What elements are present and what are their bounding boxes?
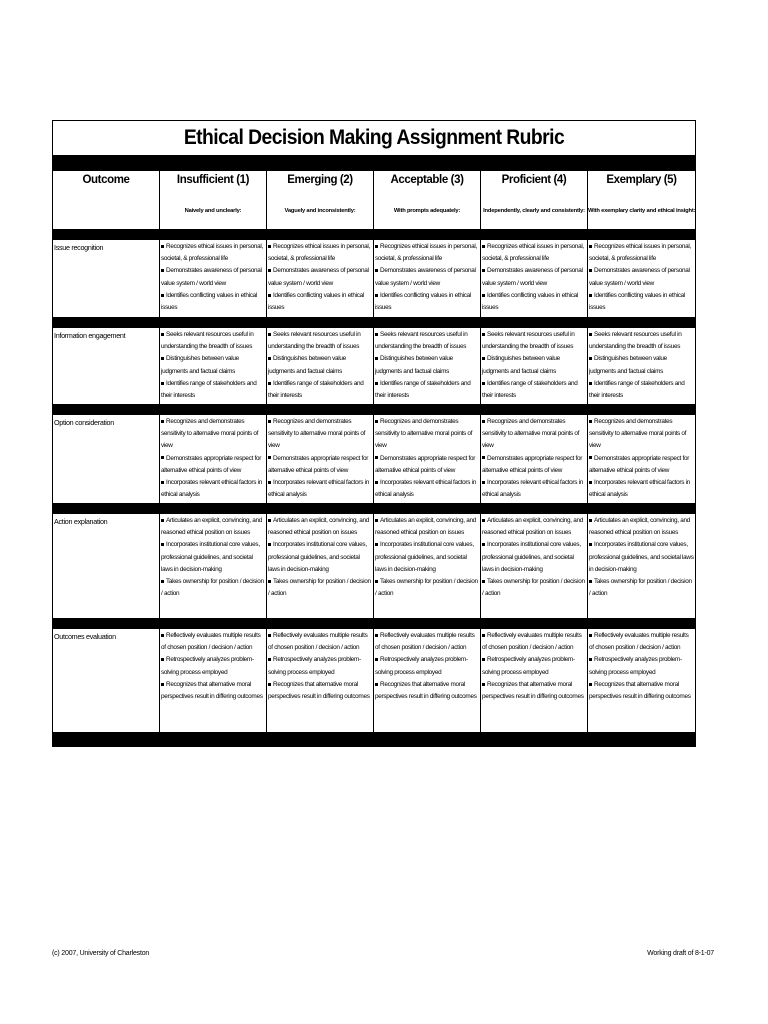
criterion-item (482, 576, 586, 600)
criterion-item (589, 654, 694, 678)
level-label: Proficient (4) (501, 174, 567, 186)
criterion-text: Incorporates institutional core values, professional guidelines, and societal laws in decision-making (375, 541, 474, 573)
criterion-text: Identifies conflicting values in ethical issues (268, 291, 365, 312)
criterion-item (161, 539, 265, 576)
level-label: Acceptable (3) (390, 174, 464, 186)
criterion-item (161, 416, 265, 453)
criterion-text: Reflectively evaluates multiple results of chosen position / decision / action (589, 632, 689, 652)
bullet-icon (589, 481, 592, 484)
criterion-text: Recognizes and demonstrates sensitivity to alternative moral points of view (161, 418, 259, 450)
row-separator (53, 404, 695, 415)
bullet-icon (375, 683, 378, 686)
criterion-text: Incorporates relevant ethical factors in ethical analysis (589, 479, 690, 499)
criterion-item (161, 290, 265, 314)
row-separator (53, 229, 695, 240)
bullet-icon (268, 294, 271, 297)
bullet-icon (375, 519, 378, 522)
bullet-icon (268, 519, 271, 522)
level-description: Independently, clearly and consistently: (483, 208, 585, 214)
criterion-item (375, 576, 479, 600)
bullet-icon (482, 269, 485, 272)
bullet-icon (482, 333, 485, 336)
criterion-item (268, 539, 372, 576)
criterion-item (375, 630, 479, 654)
bullet-icon (161, 294, 164, 297)
level-description: With prompts adequately: (393, 208, 461, 214)
criterion-item (268, 453, 372, 477)
criteria-cell (588, 514, 695, 618)
criterion-text: Identifies conflicting values in ethical issues (375, 291, 472, 312)
criterion-item (268, 416, 372, 453)
criterion-item (161, 679, 265, 703)
bullet-icon (268, 580, 271, 583)
criterion-text: Seeks relevant resources useful in understanding the breadth of issues (268, 331, 361, 351)
bullet-icon (589, 420, 592, 423)
bullet-icon (161, 269, 164, 272)
criterion-item (268, 515, 372, 539)
bullet-icon (268, 481, 271, 484)
rubric-row (53, 415, 695, 503)
bullet-icon (375, 543, 378, 546)
criterion-item (482, 654, 586, 678)
criterion-text: Takes ownership for position / decision / action (482, 578, 585, 598)
criterion-item (589, 515, 694, 539)
criteria-cell (588, 328, 695, 404)
criteria-cell (374, 328, 481, 404)
criterion-item (482, 539, 586, 576)
level-header-insufficient (160, 171, 267, 229)
level-description: With exemplary clarity and ethical insight: (588, 208, 695, 214)
criterion-item (161, 477, 265, 501)
criterion-text: Reflectively evaluates multiple results of chosen position / decision / action (375, 632, 475, 652)
bullet-icon (375, 634, 378, 637)
bullet-icon (268, 245, 271, 248)
criterion-text: Distinguishes between value judgments and factual claims (161, 355, 239, 375)
bullet-icon (375, 420, 378, 423)
criterion-text: Takes ownership for position / decision / action (375, 578, 478, 598)
criterion-text: Incorporates institutional core values, professional guidelines, and societal laws in decision-making (268, 541, 367, 573)
bullet-icon (482, 294, 485, 297)
criterion-item (589, 353, 694, 377)
rubric-rows (53, 240, 695, 732)
criteria-cell (374, 240, 481, 317)
criterion-item (482, 453, 586, 477)
criteria-cell (374, 514, 481, 618)
criterion-text: Reflectively evaluates multiple results of chosen position / decision / action (161, 632, 261, 652)
level-header-proficient (481, 171, 588, 229)
criterion-item (268, 654, 372, 678)
bullet-icon (589, 357, 592, 360)
criterion-item (482, 265, 586, 289)
criterion-text: Identifies conflicting values in ethical issues (161, 291, 258, 312)
bullet-icon (268, 683, 271, 686)
criterion-item (268, 630, 372, 654)
outcome-header: Outcome (82, 174, 130, 186)
criterion-item (482, 241, 586, 265)
criterion-item (589, 679, 694, 703)
criterion-item (482, 630, 586, 654)
criteria-cell (481, 514, 588, 618)
criterion-item (375, 241, 479, 265)
criterion-item (375, 515, 479, 539)
criterion-item (589, 539, 694, 576)
outcome-label: Issue recognition (53, 240, 160, 317)
copyright-note: (c) 2007, University of Charleston (52, 950, 150, 957)
criteria-cell (374, 629, 481, 732)
criterion-text: Retrospectively analyzes problem-solving process employed (482, 656, 575, 676)
criterion-text: Recognizes and demonstrates sensitivity to alternative moral points of view (589, 418, 687, 450)
criterion-item (589, 416, 694, 453)
bullet-icon (375, 333, 378, 336)
criterion-text: Articulates an explicit, convincing, and reasoned ethical position on issues (589, 517, 690, 537)
criterion-text: Reflectively evaluates multiple results of chosen position / decision / action (482, 632, 582, 652)
criterion-text: Recognizes ethical issues in personal, societal, & professional life (268, 243, 370, 263)
criterion-text: Retrospectively analyzes problem-solving process employed (161, 656, 254, 676)
criterion-item (161, 630, 265, 654)
criterion-item (482, 679, 586, 703)
criterion-item (375, 353, 479, 377)
level-label: Exemplary (5) (606, 174, 677, 186)
criteria-cell (588, 629, 695, 732)
criterion-text: Demonstrates awareness of personal value system / world view (482, 267, 583, 287)
criterion-text: Incorporates institutional core values, professional guidelines, and societal laws in decision-making (589, 541, 694, 573)
bullet-icon (161, 245, 164, 248)
bullet-icon (589, 382, 592, 385)
bullet-icon (268, 634, 271, 637)
criterion-text: Reflectively evaluates multiple results of chosen position / decision / action (268, 632, 368, 652)
bullet-icon (589, 333, 592, 336)
bullet-icon (161, 543, 164, 546)
criterion-text: Articulates an explicit, convincing, and reasoned ethical position on issues (375, 517, 476, 537)
criterion-text: Demonstrates appropriate respect for alternative ethical points of view (482, 454, 583, 474)
criterion-item (375, 453, 479, 477)
criterion-item (161, 265, 265, 289)
bullet-icon (375, 357, 378, 360)
criteria-cell (267, 415, 374, 503)
outcome-header-cell (53, 171, 160, 229)
rubric-row (53, 514, 695, 618)
rubric-title: Ethical Decision Making Assignment Rubric (183, 126, 565, 149)
criterion-item (268, 265, 372, 289)
criterion-text: Identifies conflicting values in ethical issues (589, 291, 686, 312)
bullet-icon (161, 634, 164, 637)
criteria-cell (267, 629, 374, 732)
criterion-item (375, 654, 479, 678)
bullet-icon (375, 382, 378, 385)
criterion-text: Distinguishes between value judgments and factual claims (375, 355, 453, 375)
criteria-cell (160, 415, 267, 503)
criterion-item (589, 576, 694, 600)
bullet-icon (482, 245, 485, 248)
criterion-item (375, 477, 479, 501)
bullet-icon (589, 294, 592, 297)
outcome-label: Option consideration (53, 415, 160, 503)
criterion-text: Recognizes ethical issues in personal, societal, & professional life (375, 243, 477, 263)
criterion-text: Articulates an explicit, convincing, and reasoned ethical position on issues (268, 517, 369, 537)
bullet-icon (268, 456, 271, 459)
bullet-icon (161, 456, 164, 459)
bullet-icon (268, 658, 271, 661)
criterion-text: Distinguishes between value judgments and factual claims (268, 355, 346, 375)
bullet-icon (589, 543, 592, 546)
bullet-icon (268, 357, 271, 360)
bullet-icon (268, 543, 271, 546)
criterion-item (161, 241, 265, 265)
criterion-item (268, 679, 372, 703)
bullet-icon (589, 245, 592, 248)
criterion-item (268, 329, 372, 353)
row-separator (53, 317, 695, 328)
bullet-icon (161, 333, 164, 336)
bullet-icon (482, 543, 485, 546)
bullet-icon (161, 382, 164, 385)
criterion-item (482, 515, 586, 539)
criteria-cell (160, 514, 267, 618)
criterion-item (375, 290, 479, 314)
criterion-text: Recognizes and demonstrates sensitivity to alternative moral points of view (375, 418, 473, 450)
criterion-item (161, 353, 265, 377)
criterion-text: Recognizes and demonstrates sensitivity to alternative moral points of view (268, 418, 366, 450)
criterion-item (482, 353, 586, 377)
outcome-label: Information engagement (53, 328, 160, 404)
criterion-text: Incorporates institutional core values, professional guidelines, and societal laws in decision-making (161, 541, 260, 573)
criterion-item (589, 290, 694, 314)
bullet-icon (375, 245, 378, 248)
header-row (53, 171, 695, 229)
criteria-cell (481, 629, 588, 732)
criterion-text: Incorporates relevant ethical factors in ethical analysis (161, 479, 262, 499)
outcome-label: Action explanation (53, 514, 160, 618)
bullet-icon (161, 658, 164, 661)
bullet-icon (589, 658, 592, 661)
criteria-cell (160, 629, 267, 732)
bullet-icon (482, 658, 485, 661)
row-separator (53, 618, 695, 629)
criterion-text: Demonstrates awareness of personal value system / world view (589, 267, 690, 287)
criterion-text: Incorporates relevant ethical factors in ethical analysis (482, 479, 583, 499)
criterion-text: Identifies range of stakeholders and their interests (375, 379, 471, 400)
bullet-icon (268, 420, 271, 423)
criterion-item (589, 378, 694, 402)
rubric-row (53, 240, 695, 317)
criterion-item (161, 378, 265, 402)
criterion-text: Demonstrates appropriate respect for alternative ethical points of view (161, 454, 262, 474)
bullet-icon (375, 456, 378, 459)
criterion-text: Identifies range of stakeholders and their interests (268, 379, 364, 400)
criterion-item (268, 241, 372, 265)
bullet-icon (589, 634, 592, 637)
criterion-text: Recognizes ethical issues in personal, societal, & professional life (161, 243, 263, 263)
criterion-item (375, 679, 479, 703)
criterion-text: Demonstrates awareness of personal value system / world view (268, 267, 369, 287)
criterion-item (375, 329, 479, 353)
criterion-item (589, 477, 694, 501)
criterion-text: Seeks relevant resources useful in understanding the breadth of issues (375, 331, 468, 351)
bullet-icon (161, 420, 164, 423)
criteria-cell (267, 514, 374, 618)
criterion-text: Recognizes that alternative moral perspectives result in differing outcomes (161, 680, 263, 701)
bullet-icon (161, 580, 164, 583)
level-description: Vaguely and inconsistently: (284, 208, 356, 214)
criterion-item (268, 576, 372, 600)
criterion-item (375, 416, 479, 453)
criteria-cell (588, 415, 695, 503)
criterion-text: Takes ownership for position / decision / action (161, 578, 264, 598)
criterion-text: Recognizes ethical issues in personal, societal, & professional life (589, 243, 691, 263)
bullet-icon (482, 382, 485, 385)
criterion-text: Recognizes that alternative moral perspectives result in differing outcomes (268, 680, 370, 701)
criteria-cell (160, 240, 267, 317)
criterion-text: Takes ownership for position / decision / action (589, 578, 692, 598)
criterion-text: Articulates an explicit, convincing, and reasoned ethical position on issues (161, 517, 262, 537)
criterion-text: Demonstrates appropriate respect for alternative ethical points of view (589, 454, 690, 474)
outcome-label: Outcomes evaluation (53, 629, 160, 732)
criterion-item (161, 453, 265, 477)
criterion-item (268, 378, 372, 402)
criterion-item (482, 378, 586, 402)
criterion-text: Seeks relevant resources useful in understanding the breadth of issues (589, 331, 682, 351)
criterion-item (375, 539, 479, 576)
criterion-text: Demonstrates awareness of personal value system / world view (375, 267, 476, 287)
bullet-icon (375, 580, 378, 583)
bullet-icon (375, 658, 378, 661)
criterion-item (161, 329, 265, 353)
level-description: Naively and unclearly: (184, 208, 242, 214)
bullet-icon (589, 580, 592, 583)
criterion-text: Incorporates relevant ethical factors in ethical analysis (268, 479, 369, 499)
rubric-row (53, 629, 695, 732)
bullet-icon (161, 357, 164, 360)
criterion-text: Incorporates institutional core values, professional guidelines, and societal laws in decision-making (482, 541, 581, 573)
bullet-icon (161, 519, 164, 522)
criteria-cell (267, 328, 374, 404)
criterion-item (589, 241, 694, 265)
bullet-icon (589, 456, 592, 459)
criterion-item (161, 576, 265, 600)
criterion-text: Retrospectively analyzes problem-solving process employed (589, 656, 682, 676)
bullet-icon (375, 269, 378, 272)
criterion-item (268, 290, 372, 314)
criterion-item (268, 353, 372, 377)
criterion-item (589, 630, 694, 654)
level-header-acceptable (374, 171, 481, 229)
criterion-item (482, 416, 586, 453)
row-separator (53, 503, 695, 514)
criterion-text: Identifies conflicting values in ethical issues (482, 291, 579, 312)
bullet-icon (268, 382, 271, 385)
criterion-text: Recognizes ethical issues in personal, societal, & professional life (482, 243, 584, 263)
criterion-text: Seeks relevant resources useful in understanding the breadth of issues (482, 331, 575, 351)
level-label: Emerging (2) (287, 174, 353, 186)
rubric-row (53, 328, 695, 404)
criterion-text: Identifies range of stakeholders and their interests (589, 379, 685, 400)
bullet-icon (589, 519, 592, 522)
criterion-text: Retrospectively analyzes problem-solving process employed (375, 656, 468, 676)
criteria-cell (267, 240, 374, 317)
bullet-icon (482, 456, 485, 459)
bullet-icon (161, 683, 164, 686)
criterion-item (375, 378, 479, 402)
bullet-icon (268, 333, 271, 336)
criterion-item (482, 329, 586, 353)
bullet-icon (268, 269, 271, 272)
bullet-icon (482, 519, 485, 522)
criteria-cell (481, 415, 588, 503)
criterion-text: Recognizes that alternative moral perspectives result in differing outcomes (589, 680, 691, 701)
criteria-cell (481, 328, 588, 404)
bullet-icon (161, 481, 164, 484)
criterion-text: Identifies range of stakeholders and their interests (482, 379, 578, 400)
rubric-table (52, 120, 696, 747)
bullet-icon (589, 683, 592, 686)
criterion-item (375, 265, 479, 289)
bullet-icon (375, 481, 378, 484)
criterion-text: Distinguishes between value judgments and factual claims (482, 355, 560, 375)
criterion-text: Takes ownership for position / decision / action (268, 578, 371, 598)
level-label: Insufficient (1) (176, 174, 250, 186)
draft-note: Working draft of 8-1-07 (647, 950, 714, 957)
bullet-icon (482, 580, 485, 583)
criteria-cell (374, 415, 481, 503)
criterion-item (161, 654, 265, 678)
bullet-icon (375, 294, 378, 297)
criteria-cell (588, 240, 695, 317)
bullet-icon (482, 357, 485, 360)
criterion-item (268, 477, 372, 501)
bullet-icon (482, 481, 485, 484)
criterion-text: Seeks relevant resources useful in understanding the breadth of issues (161, 331, 254, 351)
criterion-text: Demonstrates appropriate respect for alternative ethical points of view (268, 454, 369, 474)
criterion-text: Demonstrates appropriate respect for alternative ethical points of view (375, 454, 476, 474)
bullet-icon (482, 683, 485, 686)
header-bar (53, 155, 695, 171)
criterion-item (482, 290, 586, 314)
bullet-icon (482, 634, 485, 637)
criterion-text: Articulates an explicit, convincing, and reasoned ethical position on issues (482, 517, 583, 537)
bullet-icon (589, 269, 592, 272)
criterion-text: Recognizes that alternative moral perspectives result in differing outcomes (482, 680, 584, 701)
footer-bar (53, 732, 695, 746)
criterion-item (589, 453, 694, 477)
criterion-item (482, 477, 586, 501)
level-header-emerging (267, 171, 374, 229)
criterion-text: Demonstrates awareness of personal value system / world view (161, 267, 262, 287)
criterion-text: Recognizes and demonstrates sensitivity to alternative moral points of view (482, 418, 580, 450)
criterion-text: Retrospectively analyzes problem-solving process employed (268, 656, 361, 676)
criteria-cell (160, 328, 267, 404)
criterion-text: Distinguishes between value judgments and factual claims (589, 355, 667, 375)
level-header-exemplary (588, 171, 695, 229)
criterion-item (589, 329, 694, 353)
criterion-text: Recognizes that alternative moral perspectives result in differing outcomes (375, 680, 477, 701)
criterion-text: Identifies range of stakeholders and their interests (161, 379, 257, 400)
bullet-icon (482, 420, 485, 423)
criteria-cell (481, 240, 588, 317)
criterion-item (161, 515, 265, 539)
criterion-item (589, 265, 694, 289)
criterion-text: Incorporates relevant ethical factors in ethical analysis (375, 479, 476, 499)
